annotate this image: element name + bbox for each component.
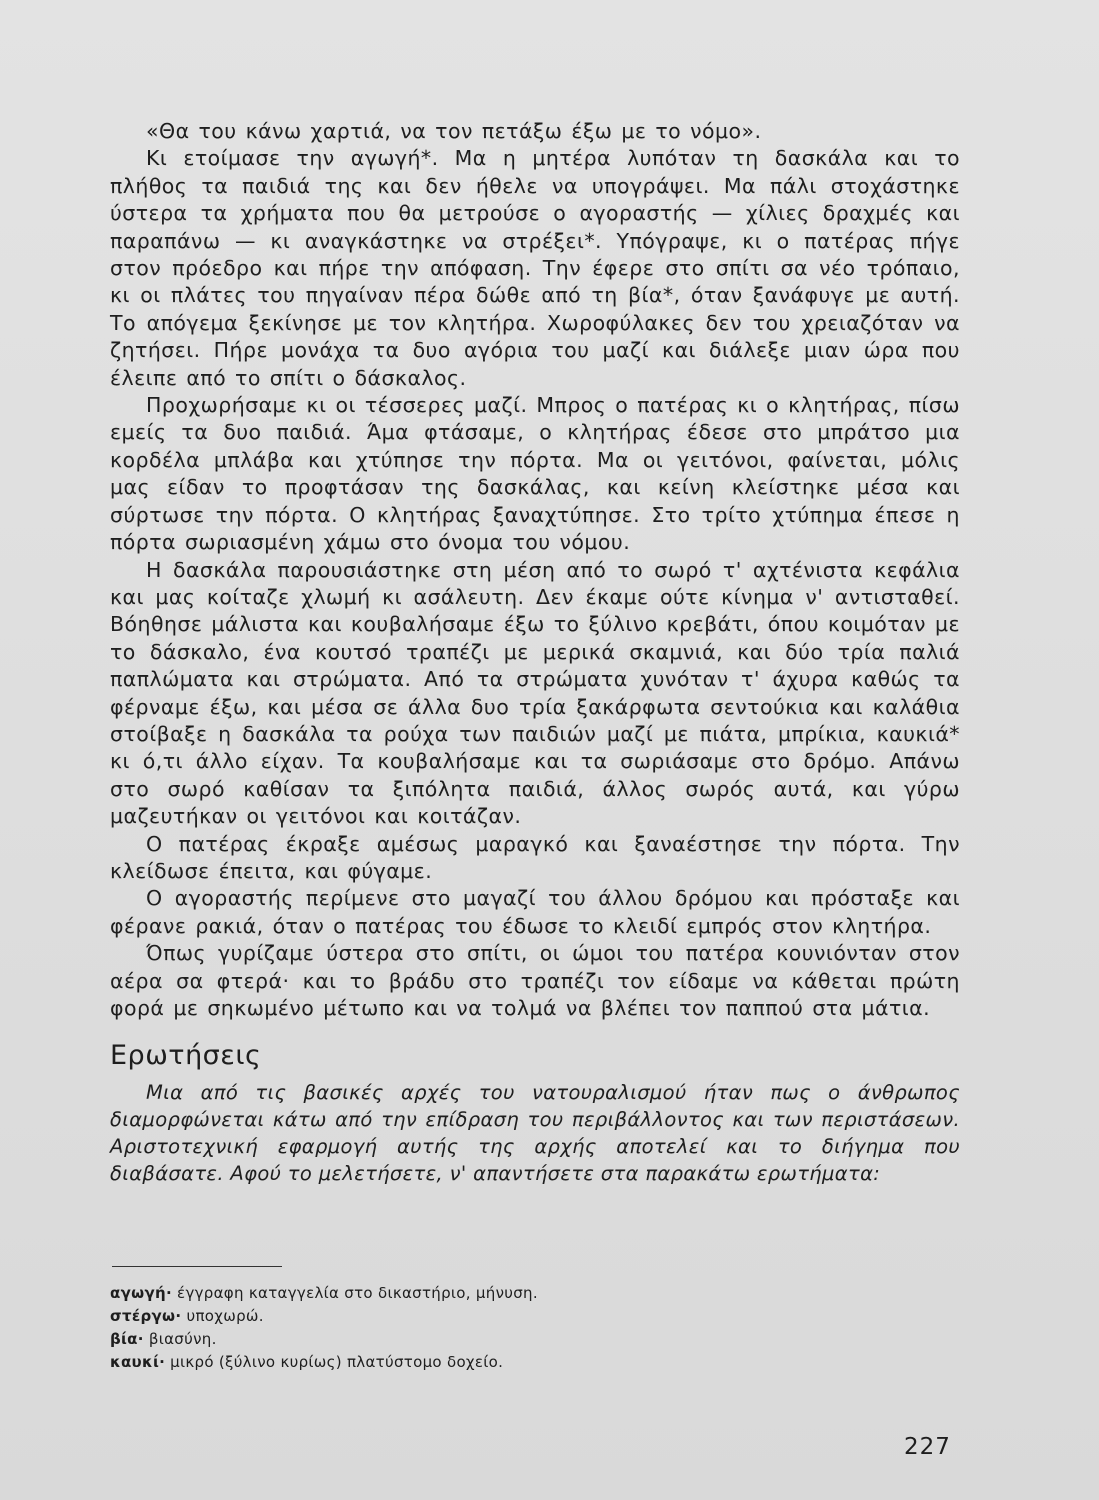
footnotes [110, 1282, 710, 1374]
paragraph: Η δασκάλα παρουσιάστηκε στη μέση από το σωρό τ' αχτένιστα κεφάλια και μας κοίταζε χλωμή κι ασάλευτη. Δεν έκαμε ούτε κίνημα ν' αντισταθεί. Βόηθησε μάλιστα και κουβαλήσαμε έξω το ξύλινο κρεβάτι, όπου κοιμόταν με το δάσκαλο, ένα κουτσό τραπέζι με μερικά σκαμνιά, και δύο τρία παλιά παπλώματα και στρώματα. Από τα στρώματα χυνόταν τ' άχυρα καθώς τα φέρναμε έξω, και μέσα σε άλλα δυο τρία ξακάρφωτα σεντούκια και καλάθια στοίβαξε η δασκάλα τα ρούχα των παιδιών μαζί με πιάτα, μπρίκια, καυκιά* κι ό,τι άλλο είχαν. Τα κουβαλήσαμε και τα σωριάσαμε στο δρόμο. Απάνω στο σωρό καθίσαν τα ξιπόλητα παιδιά, άλλος σωρός αυτά, και γύρω μαζευτήκαν οι γειτόνοι και κοιτάζαν. [110, 557, 960, 829]
footnote-term: στέργω· [110, 1307, 182, 1325]
footnote-definition: έγγραφη καταγγελία στο δικαστήριο, μήνυση. [171, 1284, 538, 1302]
paragraph: Ο αγοραστής περίμενε στο μαγαζί του άλλου δρόμου και πρόσταξε και φέρανε ρακιά, όταν ο πατέρας του έδωσε το κλειδί εμπρός στον κλητήρα. [110, 886, 960, 938]
footnote-definition: υποχωρώ. [181, 1307, 264, 1325]
questions-intro: Μια από τις βασικές αρχές του νατουραλισμού ήταν πως ο άνθρωπος διαμορφώνεται κάτω από την επίδραση του περιβάλλοντος και των περιστάσεων. Αριστοτεχνική εφαρμογή αυτής της αρχής αποτελεί και το διήγημα που διαβάσατε. Αφού το μελετήσετε, ν' απαντήσετε στα παρακάτω ερωτήματα: [110, 1081, 960, 1186]
paragraph: Όπως γυρίζαμε ύστερα στο σπίτι, οι ώμοι του πατέρα κουνιόνταν στον αέρα σα φτερά· και το βράδυ στο τραπέζι τον είδαμε να κάθεται πρώτη φορά με σηκωμένο μέτωπο και να τολμά να βλέπει τον παππού στα μάτια. [110, 941, 960, 1020]
main-text [110, 118, 960, 1187]
footnote-term: αγωγή· [110, 1284, 172, 1302]
page-number: 227 [904, 1434, 951, 1460]
footnote-definition: βιασύνη. [143, 1330, 217, 1348]
footnote [110, 1305, 710, 1328]
paragraph: Προχωρήσαμε κι οι τέσσερες μαζί. Μπρος ο πατέρας κι ο κλητήρας, πίσω εμείς τα δυο παιδιά. Άμα φτάσαμε, ο κλητήρας έδεσε στο μπράτσο μια κορδέλα μπλάβα και χτύπησε την πόρτα. Μα οι γειτόνοι, φαίνεται, μόλις μας είδαν το προφτάσαν της δασκάλας, και κείνη κλείστηκε μέσα και σύρτωσε την πόρτα. Ο κλητήρας ξαναχτύπησε. Στο τρίτο χτύπημα έπεσε η πόρτα σωριασμένη χάμω στο όνομα του νόμου. [110, 393, 960, 555]
footnote-term: καυκί· [110, 1353, 166, 1371]
footnote [110, 1351, 710, 1374]
paragraph: Κι ετοίμασε την αγωγή*. Μα η μητέρα λυπόταν τη δασκάλα και το πλήθος τα παιδιά της και δεν ήθελε να υπογράψει. Μα πάλι στοχάστηκε ύστερα τα χρήματα που θα μετρούσε ο αγοραστής — χίλιες δραχμές και παραπάνω — κι αναγκάστηκε να στρέξει*. Υπόγραψε, κι ο πατέρας πήγε στον πρόεδρο και πήρε την απόφαση. Την έφερε στο σπίτι σα νέο τρόπαιο, κι οι πλάτες του πηγαίναν πέρα δώθε από τη βία*, όταν ξανάφυγε με αυτή. Το απόγεμα ξεκίνησε με τον κλητήρα. Χωροφύλακες δεν του χρειαζόταν να ζητήσει. Πήρε μονάχα τα δυο αγόρια του μαζί και διάλεξε μιαν ώρα που έλειπε από το σπίτι ο δάσκαλος. [110, 146, 960, 390]
footnote-term: βία· [110, 1330, 144, 1348]
section-title: Ερωτήσεις [110, 1040, 262, 1072]
paragraph: «Θα του κάνω χαρτιά, να τον πετάξω έξω με το νόμο». [146, 119, 762, 143]
footnote-definition: μικρό (ξύλινο κυρίως) πλατύστομο δοχείο. [165, 1353, 504, 1371]
footnote-divider [112, 1266, 282, 1267]
footnote [110, 1282, 710, 1305]
paragraph: Ο πατέρας έκραξε αμέσως μαραγκό και ξαναέστησε την πόρτα. Την κλείδωσε έπειτα, και φύγαμε. [110, 831, 960, 883]
footnote [110, 1328, 710, 1351]
